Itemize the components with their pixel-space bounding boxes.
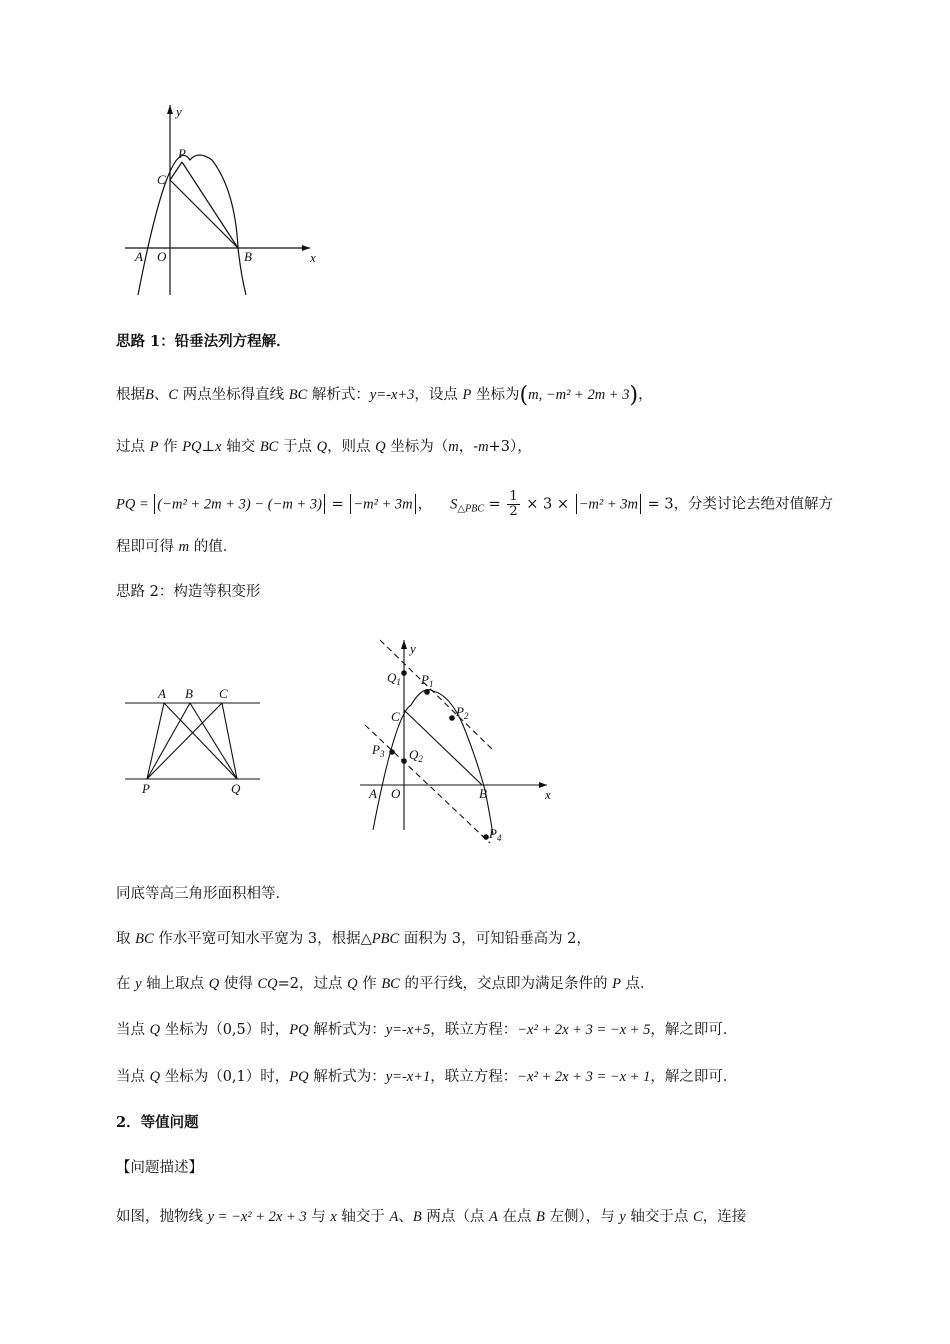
text: =2，过点 <box>277 976 348 992</box>
section3-problem-text <box>116 1207 746 1227</box>
text: 坐标为 <box>471 387 520 403</box>
figure-equal-area-triangles <box>120 680 270 800</box>
label-b: B <box>244 249 252 264</box>
label-b: B <box>185 686 193 701</box>
section1-line3 <box>116 489 834 519</box>
area-subscript: △PBC <box>457 503 484 515</box>
line-equation: y=-x+1 <box>385 1069 431 1085</box>
var-y: y <box>135 976 142 992</box>
var-q: Q <box>375 439 386 455</box>
text: 当点 <box>116 1022 150 1038</box>
var-pq: PQ <box>289 1069 309 1085</box>
point-p-coordinate: m, −m² + 2m + 3 <box>528 387 630 403</box>
var-pq: PQ <box>182 439 202 455</box>
abs-bar <box>640 494 641 514</box>
segment-pb <box>182 162 238 248</box>
segment <box>147 703 190 779</box>
system-equation: −x² + 2x + 3 = −x + 1 <box>517 1069 651 1085</box>
text: ， <box>417 496 433 513</box>
text: 当点 <box>116 1069 150 1085</box>
fraction-half <box>507 490 519 519</box>
text: ，连接 <box>702 1209 747 1225</box>
text: 解析式： <box>307 387 370 403</box>
text: ，联立方程： <box>430 1069 518 1085</box>
var-b: B <box>412 1209 422 1225</box>
point-p2 <box>449 715 455 721</box>
equals: = <box>326 496 349 513</box>
label-p2: $P_2$ <box>456 704 469 721</box>
var-pq: PQ <box>289 1022 309 1038</box>
equals: = <box>483 496 506 513</box>
line-equation: y=-x+3 <box>369 387 415 403</box>
abs-bar <box>350 494 351 514</box>
text: 的平行线，交点即为满足条件的 <box>399 976 613 992</box>
numerator: 1 <box>509 489 518 504</box>
var-bc: BC <box>288 387 308 403</box>
dashed-line-lower <box>365 725 490 843</box>
var-y: y <box>619 1209 626 1225</box>
var-c: C <box>693 1209 703 1225</box>
text: 根据 <box>116 387 145 403</box>
text: 的值． <box>189 539 238 555</box>
section1-line2 <box>116 437 532 457</box>
text: +3）， <box>488 439 532 455</box>
label-q: Q <box>231 781 241 796</box>
text: ，解之即可． <box>650 1022 738 1038</box>
segment <box>147 703 222 779</box>
var-p: P <box>149 439 159 455</box>
text: = 3 <box>642 496 674 513</box>
label-b: B <box>479 786 487 801</box>
denominator: 2 <box>509 504 518 519</box>
label-y: y <box>176 104 182 119</box>
point-p3 <box>389 749 395 755</box>
var-m: m <box>448 439 459 455</box>
text: 轴交 <box>221 439 260 455</box>
area-expression: −m² + 3m <box>578 496 638 513</box>
label-q2: $Q_2$ <box>409 747 423 764</box>
text: 程即可得 <box>116 539 179 555</box>
text: 解析式为： <box>308 1022 386 1038</box>
var-b: B <box>145 387 154 403</box>
var-cq: CQ <box>257 976 278 992</box>
var-bc: BC <box>259 439 279 455</box>
figure-parabola-pbc <box>120 100 330 300</box>
label-p4: $P_4$ <box>489 826 502 843</box>
abs-bar <box>415 494 416 514</box>
text: ，联立方程： <box>430 1022 518 1038</box>
section2-line5 <box>116 1067 737 1087</box>
text: 轴交于 <box>336 1209 390 1225</box>
text: ，设点 <box>414 387 463 403</box>
var-bc: BC <box>135 931 154 947</box>
label-a: A <box>135 249 143 264</box>
label-o: O <box>157 249 167 264</box>
text: 、 <box>398 1209 413 1225</box>
label-a: A <box>158 686 166 701</box>
section2-line3 <box>116 974 655 994</box>
var-m: m <box>178 539 190 555</box>
label-o: O <box>391 786 401 801</box>
section1-heading: 思路 1：铅垂法列方程解． <box>116 333 291 350</box>
section2-line2 <box>116 929 591 949</box>
text: 两点坐标得直线 <box>178 387 289 403</box>
section2-heading: 思路 2：构造等积变形 <box>116 584 261 600</box>
var-q: Q <box>149 1022 161 1038</box>
text: ，则点 <box>327 439 376 455</box>
text: 于点 <box>278 439 317 455</box>
var-q: Q <box>208 976 220 992</box>
text: 轴交于点 <box>625 1209 694 1225</box>
var-bc: BC <box>381 976 400 992</box>
section3-heading: 2．等值问题 <box>116 1114 199 1131</box>
dashed-line-upper <box>380 640 493 750</box>
perp-symbol: ⊥ <box>201 439 216 455</box>
label-a: A <box>369 786 377 801</box>
abs-bar <box>576 494 577 514</box>
system-equation: −x² + 2x + 3 = −x + 5 <box>517 1022 651 1038</box>
segment <box>147 703 164 779</box>
point-q2 <box>401 758 407 764</box>
section2-line1: 同底等高三角形面积相等． <box>116 886 290 902</box>
var-q: Q <box>316 439 328 455</box>
area-symbol: S <box>450 496 458 513</box>
text: 坐标为（ <box>385 439 449 455</box>
abs-bar <box>154 494 155 514</box>
var-q: Q <box>347 976 358 992</box>
var-p: P <box>462 387 472 403</box>
text: 左侧），与 <box>544 1209 620 1225</box>
text: 面积为 3，可知铅垂高为 2， <box>399 931 591 947</box>
paren-close: ) <box>629 383 639 408</box>
text: ，解之即可． <box>650 1069 738 1085</box>
label-p3: $P_3$ <box>372 742 385 759</box>
var-pbc: PBC <box>371 931 400 947</box>
label-y: y <box>410 641 416 656</box>
section1-line1 <box>116 385 653 406</box>
label-p1: $P_1$ <box>421 672 434 689</box>
text: 解析式为： <box>308 1069 386 1085</box>
text: 在点 <box>497 1209 537 1225</box>
text: 作水平宽可知水平宽为 3，根据△ <box>153 931 372 947</box>
section3-subheading: 【问题描述】 <box>116 1160 203 1176</box>
label-q1: $Q_1$ <box>387 670 401 687</box>
section1-line4 <box>116 537 237 557</box>
point-p4 <box>483 834 489 840</box>
var-c: C <box>168 387 179 403</box>
text: 作 <box>357 976 382 992</box>
text: 轴上取点 <box>141 976 209 992</box>
point-p1 <box>424 689 430 695</box>
paren-open: ( <box>519 383 529 408</box>
text: 在 <box>116 976 136 992</box>
label-x: x <box>545 787 551 802</box>
var-a: A <box>488 1209 498 1225</box>
label-p: P <box>142 781 150 796</box>
var-a: A <box>389 1209 399 1225</box>
label-p: P <box>178 146 186 161</box>
text: 坐标为（0,1）时， <box>160 1069 290 1085</box>
segment <box>164 703 237 779</box>
text: 与 <box>306 1209 331 1225</box>
text: 两点（点 <box>421 1209 489 1225</box>
label-c: C <box>391 709 400 724</box>
label-x: x <box>310 250 316 265</box>
parabola-equation: y = −x² + 2x + 3 <box>207 1209 307 1225</box>
pq-label: PQ = <box>116 496 153 513</box>
text: ， <box>638 387 653 403</box>
text: ，分类讨论去绝对值解方 <box>673 496 834 513</box>
segment-cp <box>170 162 182 180</box>
var-x: x <box>215 439 222 455</box>
text: 、 <box>153 387 169 403</box>
var-b: B <box>536 1209 545 1225</box>
text: 坐标为（0,5）时， <box>160 1022 290 1038</box>
var-p: P <box>612 976 621 992</box>
point-q1 <box>401 670 407 676</box>
parabola-curve <box>138 155 246 295</box>
text: × 3 × <box>521 496 574 513</box>
pq-expression: (−m² + 2m + 3) − (−m + 3) <box>157 496 322 513</box>
text: ，- <box>458 439 479 455</box>
text: 过点 <box>116 439 150 455</box>
figure-parabola-parallel-lines <box>355 635 560 850</box>
abs-bar <box>324 494 325 514</box>
label-c: C <box>219 686 228 701</box>
line-equation: y=-x+5 <box>385 1022 431 1038</box>
section2-line4 <box>116 1020 737 1040</box>
label-c: C <box>157 172 166 187</box>
text: 如图，抛物线 <box>116 1209 208 1225</box>
text: 作 <box>158 439 183 455</box>
text: 点． <box>620 976 655 992</box>
var-x: x <box>330 1209 337 1225</box>
var-q: Q <box>149 1069 161 1085</box>
text: 使得 <box>219 976 258 992</box>
text: 取 <box>116 931 136 947</box>
var-m: m <box>478 439 489 455</box>
pq-simplified: −m² + 3m <box>353 496 413 513</box>
